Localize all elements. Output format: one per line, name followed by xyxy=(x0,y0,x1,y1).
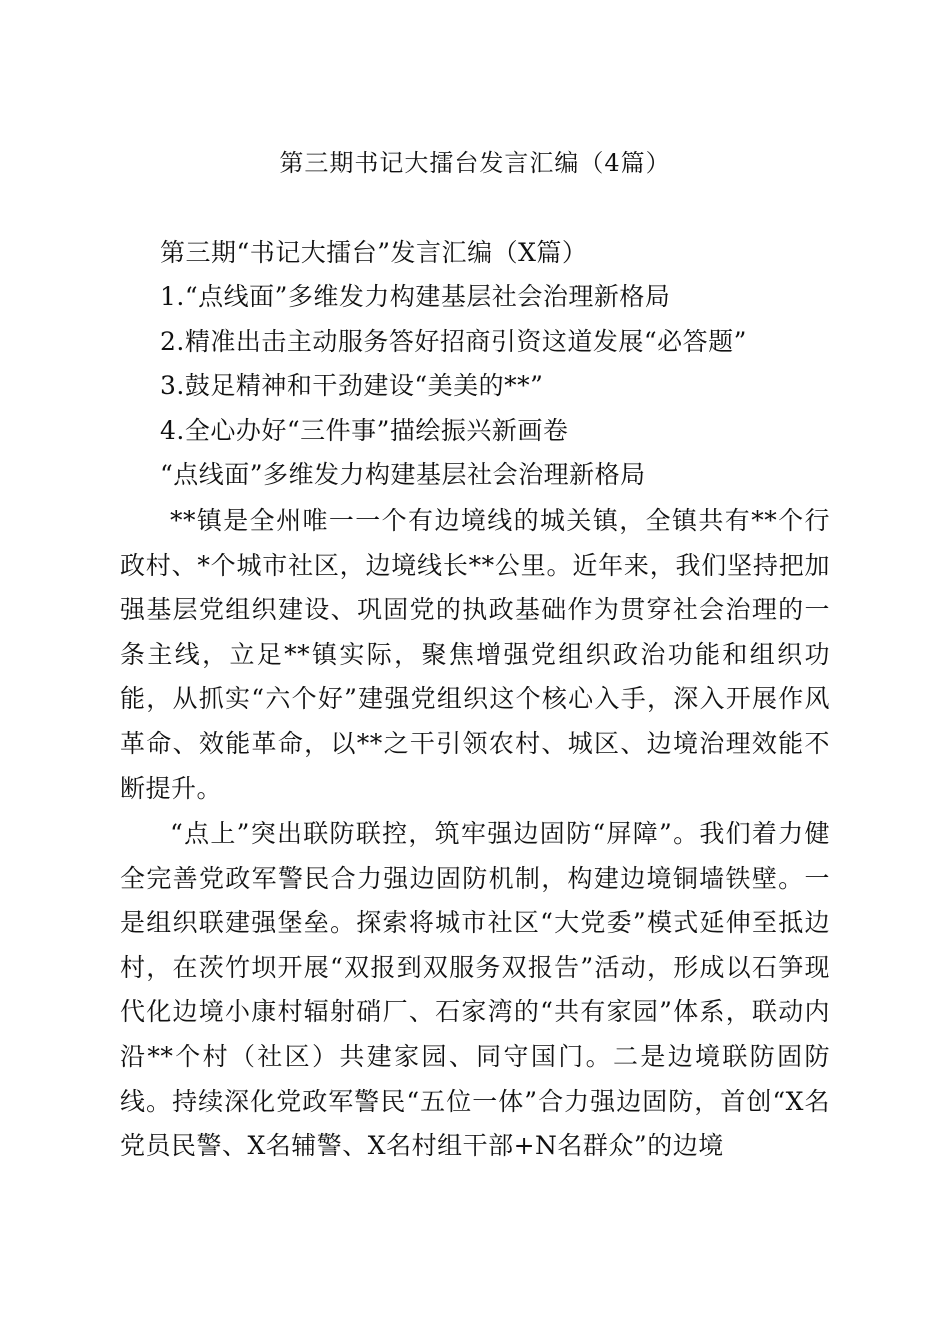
toc-item: 1.“点线面”多维发力构建基层社会治理新格局 xyxy=(160,282,671,311)
body-paragraph: **镇是全州唯一一个有边境线的城关镇，全镇共有**个行政村、*个城市社区，边境线长**公里。近年来，我们坚持把加强基层党组织建设、巩固党的执政基础作为贯穿社会治理的一条主线，立足**镇实际，聚焦增强党组织政治功能和组织功能，从抓实“六个好”建强党组织这个核心入手，深入开展作风革命、效能革命，以**之干引领农村、城区、边境治理效能不断提升。 xyxy=(120,506,830,803)
toc-item: 2.精准出击主动服务答好招商引资这道发展“必答题” xyxy=(160,327,747,356)
body-paragraph: “点上”突出联防联控，筑牢强边固防“屏障”。我们着力健全完善党政军警民合力强边固防机制，构建边境铜墙铁壁。一是组织联建强堡垒。探索将城市社区“大党委”模式延伸至抵边村，在茨竹坝开展“双报到双服务双报告”活动，形成以石笋现代化边境小康村辐射硝厂、石家湾的“共有家园”体系，联动内沿**个村（社区）共建家园、同守国门。二是边境联防固防线。持续深化党政军警民“五位一体”合力强边固防，首创“X名党员民警、X名辅警、X名村组干部+N名群众”的边境 xyxy=(120,819,830,1161)
toc-heading: 第三期“书记大擂台”发言汇编（X篇） xyxy=(160,238,588,267)
document-title: 第三期书记大擂台发言汇编（4篇） xyxy=(279,149,671,177)
section-title: “点线面”多维发力构建基层社会治理新格局 xyxy=(160,460,646,489)
toc-item: 3.鼓足精神和干劲建设“美美的**” xyxy=(160,371,544,400)
toc-item: 4.全心办好“三件事”描绘振兴新画卷 xyxy=(160,416,569,445)
